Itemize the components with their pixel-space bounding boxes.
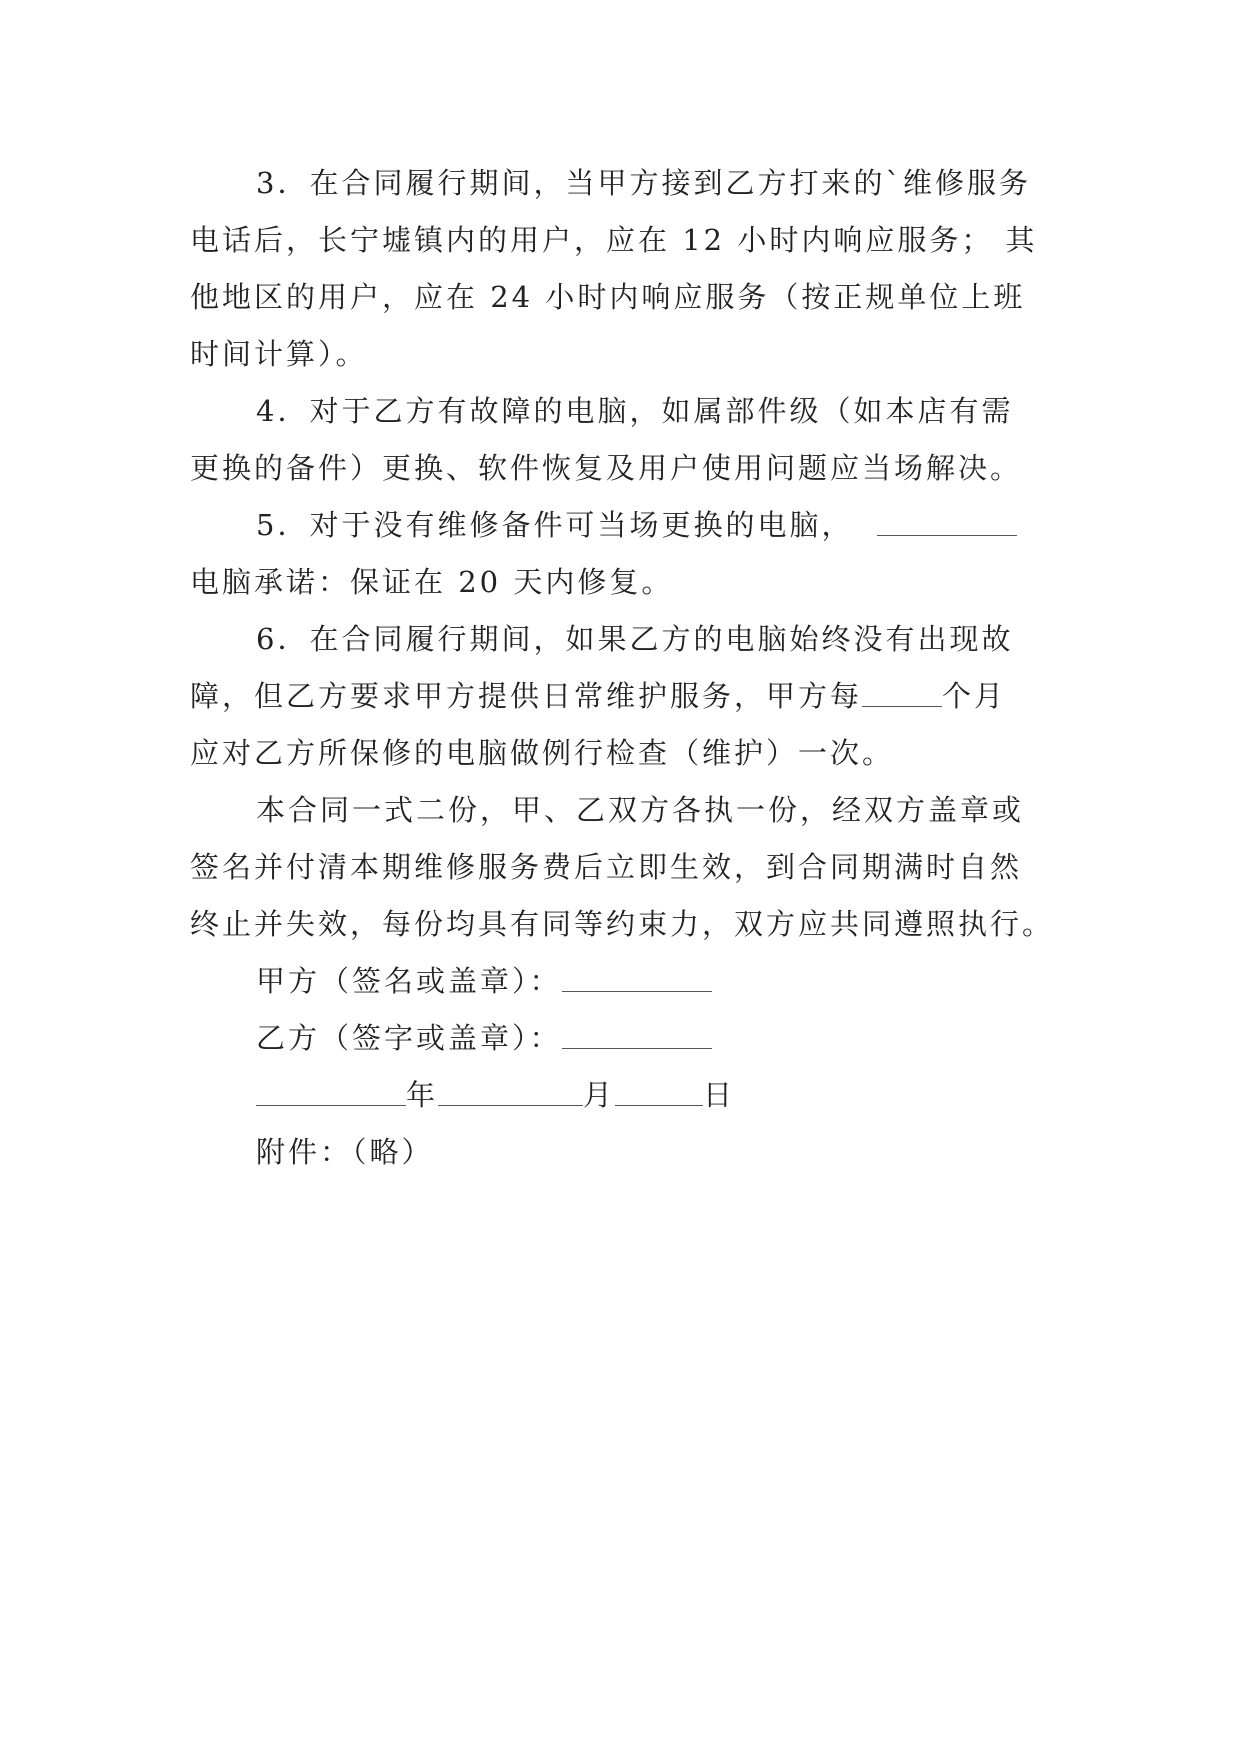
item6-line3: 应对乙方所保修的电脑做例行检查（维护）一次。 <box>190 736 895 770</box>
attachment-line: 附件：（略） <box>256 1135 434 1169</box>
date-line <box>190 1067 1050 1124</box>
closing-line1: 本合同一式二份，甲、乙双方各执一份，经双方盖章或 <box>256 793 1025 827</box>
year-label: 年 <box>406 1078 439 1112</box>
month-label: 月 <box>583 1078 616 1112</box>
month-blank <box>438 1104 583 1106</box>
item6-line1: 6．在合同履行期间，如果乙方的电脑始终没有出现故 <box>256 622 1014 656</box>
party-a-label: 甲方（签名或盖章）： <box>256 964 562 998</box>
document-body <box>190 155 1055 1181</box>
item3-line1: 3．在合同履行期间，当甲方接到乙方打来的`维修服务 <box>256 166 1031 200</box>
item5-text: 5．对于没有维修备件可当场更换的电脑， <box>256 508 854 542</box>
day-blank <box>615 1104 703 1106</box>
item5-blank <box>877 534 1017 536</box>
item3-line2: 电话后，长宁墟镇内的用户，应在 12 小时内响应服务； 其 <box>190 223 1038 257</box>
party-a-signature <box>190 953 1050 1010</box>
party-b-label: 乙方（签字或盖章）： <box>256 1021 562 1055</box>
item6-text-b: 个月 <box>942 679 1007 713</box>
party-b-signature <box>190 1010 1050 1067</box>
day-label: 日 <box>703 1078 736 1112</box>
closing-line3: 终止并失效，每份均具有同等约束力，双方应共同遵照执行。 <box>190 907 1055 941</box>
closing-line2: 签名并付清本期维修服务费后立即生效，到合同期满时自然 <box>190 850 1023 884</box>
item3-line3: 他地区的用户，应在 24 小时内响应服务（按正规单位上班 <box>190 280 1026 314</box>
item3-line4: 时间计算）。 <box>190 337 368 371</box>
party-a-blank <box>562 990 712 992</box>
item4-line1: 4．对于乙方有故障的电脑，如属部件级（如本店有需 <box>256 394 1014 428</box>
year-blank <box>256 1104 406 1106</box>
item6-months-blank <box>862 705 942 707</box>
item5-line2: 电脑承诺：保证在 20 天内修复。 <box>190 565 674 599</box>
item4-line2: 更换的备件）更换、软件恢复及用户使用问题应当场解决。 <box>190 451 1023 485</box>
item6-text-a: 障，但乙方要求甲方提供日常维护服务，甲方每 <box>190 679 863 713</box>
item5-line1 <box>190 497 1050 554</box>
party-b-blank <box>562 1047 712 1049</box>
item6-line2 <box>190 668 1050 725</box>
